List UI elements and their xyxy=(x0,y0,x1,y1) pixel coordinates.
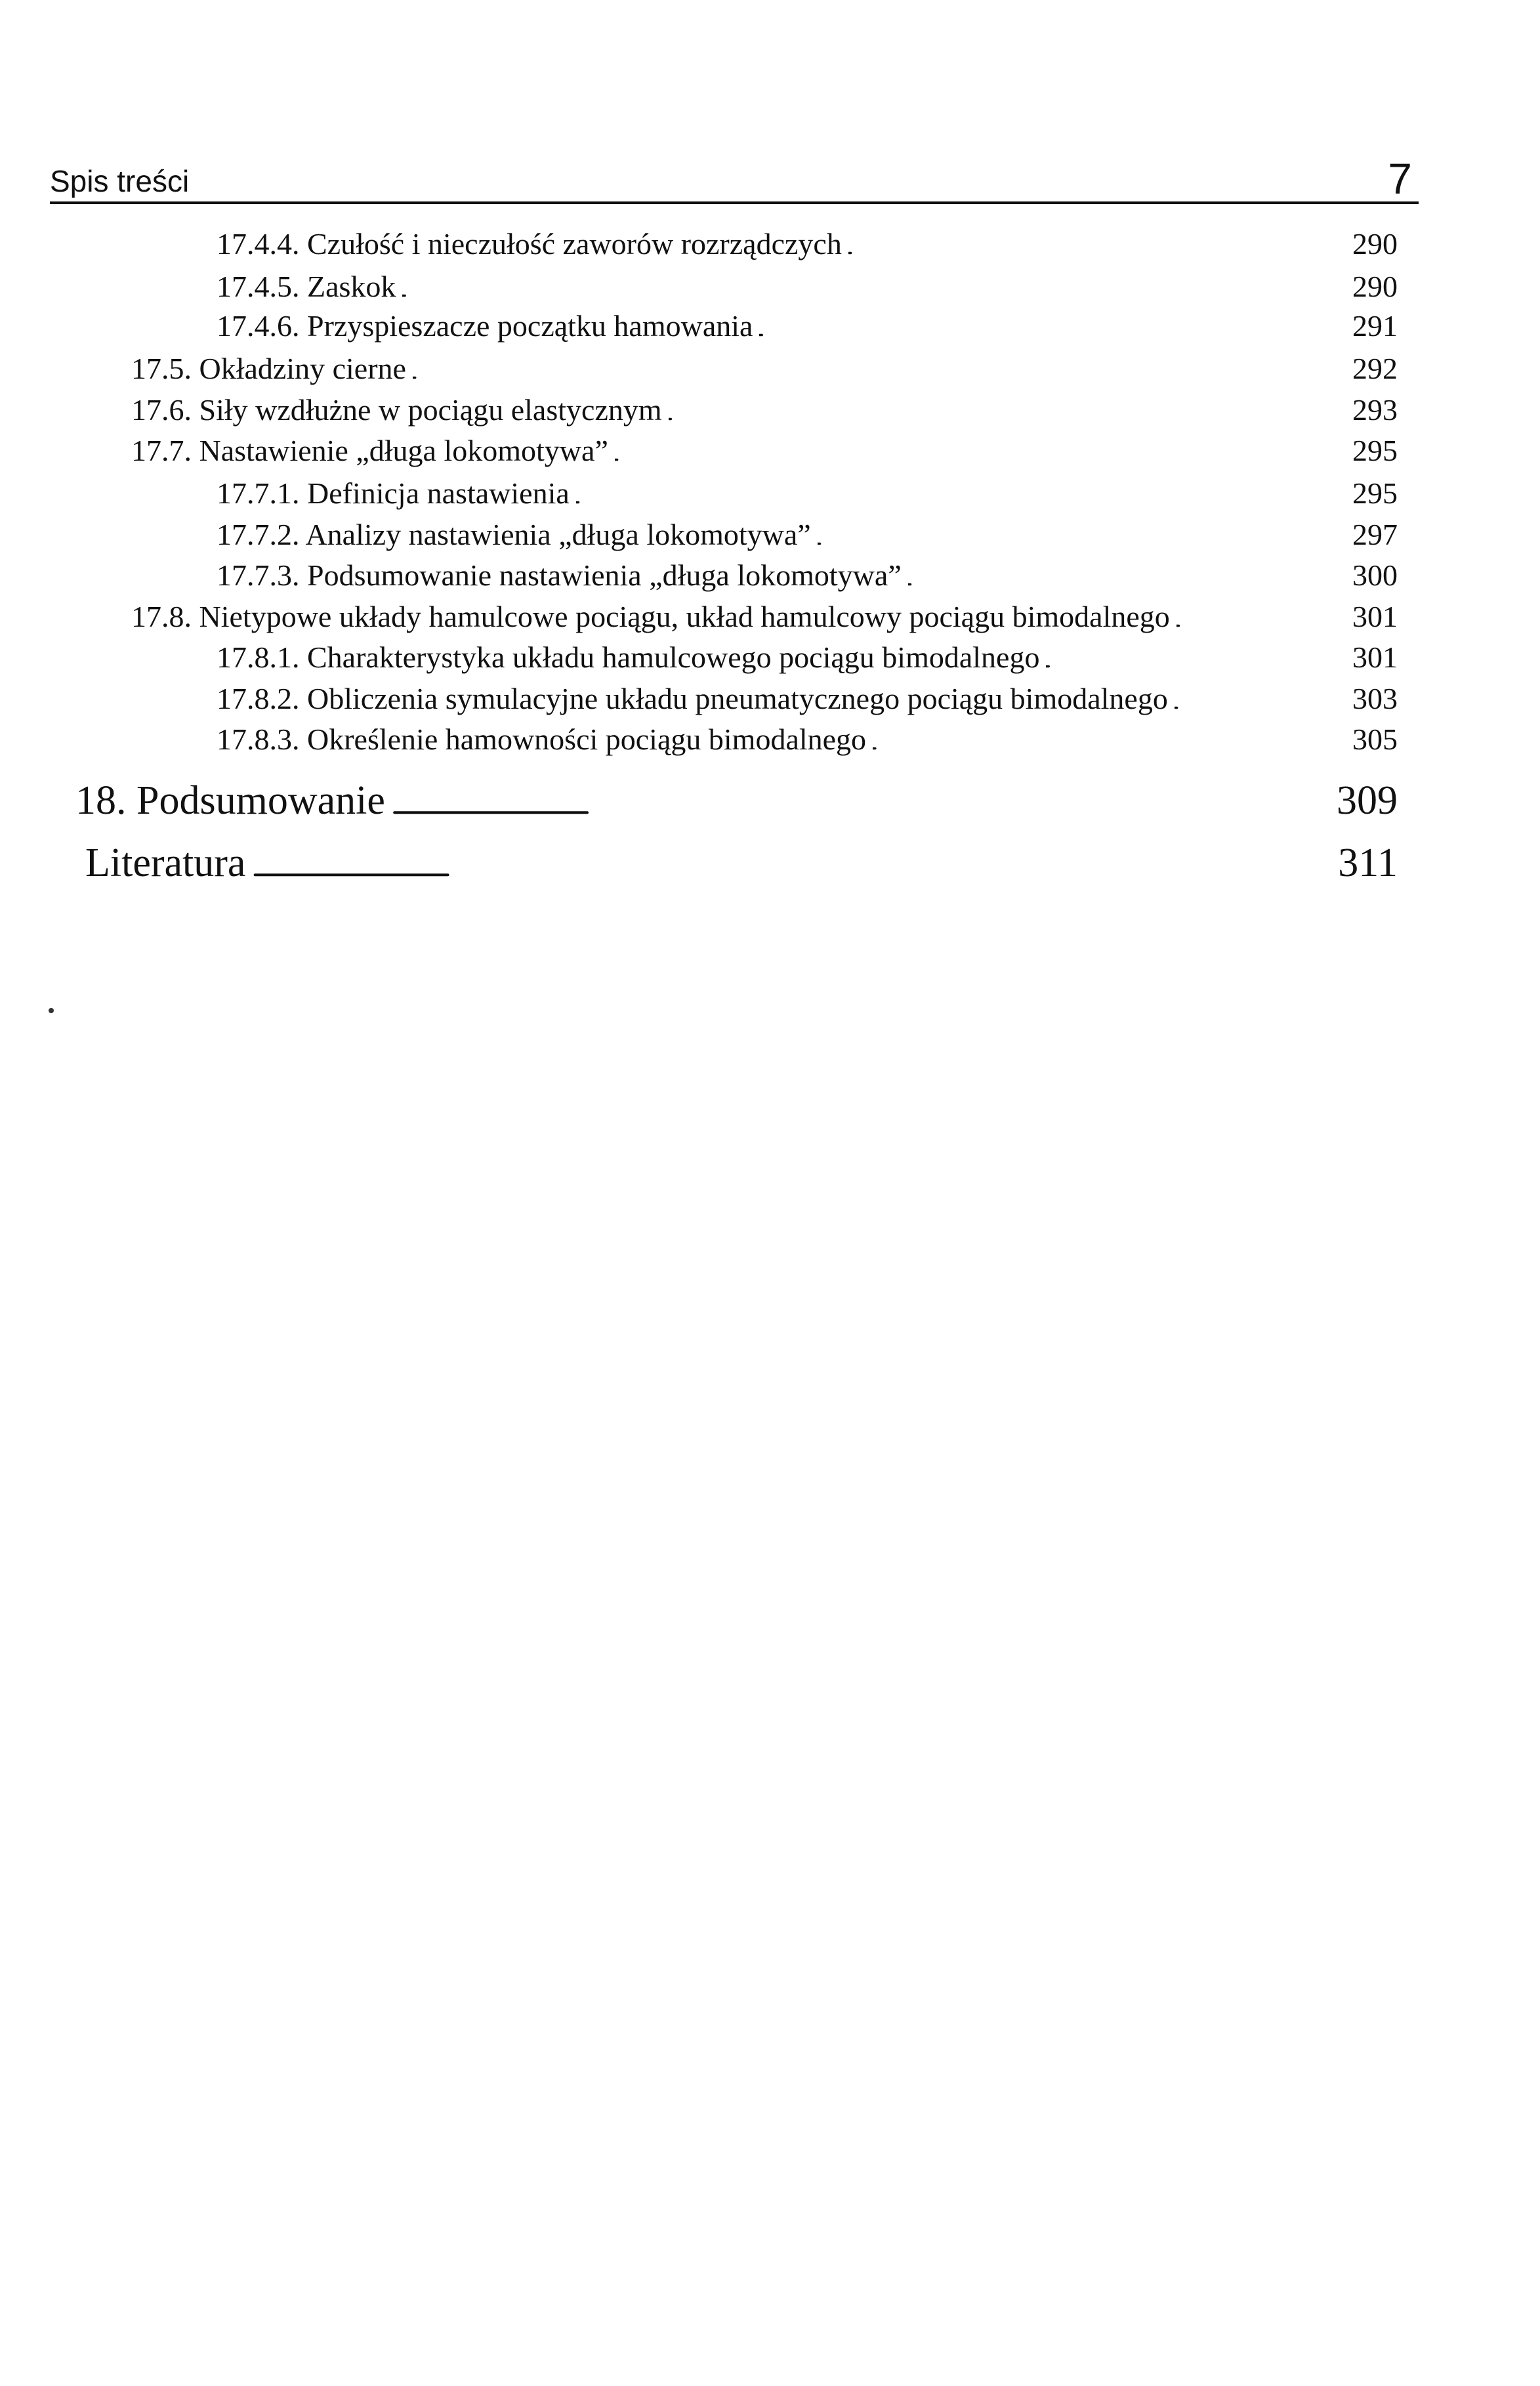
toc-entry-label: 17.4.4. Czułość i nieczułość zaworów rozrządczych xyxy=(217,227,842,261)
scan-speck xyxy=(49,1008,54,1013)
toc-entry-label: 17.8.1. Charakterystyka układu hamulcowego pociągu bimodalnego xyxy=(217,640,1040,674)
page-header xyxy=(50,141,1419,204)
toc-entry xyxy=(217,517,1398,556)
toc-entry xyxy=(217,722,1398,761)
toc-entry-label: 17.7. Nastawienie „długa lokomotywa” xyxy=(131,434,608,467)
toc-entry-page: 309 xyxy=(1337,778,1398,823)
toc-entry-label: 17.8. Nietypowe układy hamulcowe pociągu, układ hamulcowy pociągu bimodalnego xyxy=(131,600,1170,633)
toc-entry xyxy=(131,433,1398,472)
toc-leader-dots xyxy=(759,308,1340,343)
toc-leader-dots xyxy=(392,778,1320,824)
toc-leader-dots xyxy=(252,840,1320,887)
toc-entry xyxy=(217,308,1398,348)
toc-entry-label: 17.6. Siły wzdłużne w pociągu elastycznym xyxy=(131,393,662,427)
toc-leader-dots xyxy=(848,226,1340,261)
toc-entry-page: 293 xyxy=(1352,393,1398,427)
toc-entry-label: 17.8.3. Określenie hamowności pociągu bimodalnego xyxy=(217,722,867,756)
toc-entry-label: 17.7.1. Definicja nastawienia xyxy=(217,476,570,510)
toc-chapter-entry xyxy=(85,840,1398,892)
toc-entry-page: 290 xyxy=(1352,227,1398,261)
toc-entry xyxy=(217,269,1398,308)
toc-chapter-entry xyxy=(75,778,1398,830)
toc-leader-dots xyxy=(818,517,1340,552)
header-title: Spis treści xyxy=(50,164,190,198)
toc-leader-dots xyxy=(413,351,1340,386)
toc-entry-label: 18. Podsumowanie xyxy=(75,778,385,823)
toc-entry-label: 17.7.2. Analizy nastawienia „długa lokomotywa” xyxy=(217,518,811,551)
toc-entry-label: 17.4.5. Zaskok xyxy=(217,270,396,303)
toc-leader-dots xyxy=(669,392,1340,427)
toc-entry-page: 311 xyxy=(1338,841,1398,885)
toc-entry-label: 17.4.6. Przyspieszacze początku hamowania xyxy=(217,309,753,343)
toc-entry-label: 17.8.2. Obliczenia symulacyjne układu pneumatycznego pociągu bimodalnego xyxy=(217,682,1168,715)
toc-entry-page: 301 xyxy=(1352,640,1398,674)
toc-entry xyxy=(217,681,1398,721)
toc-entry xyxy=(131,392,1398,432)
toc-entry-page: 305 xyxy=(1352,722,1398,756)
toc-entry-page: 292 xyxy=(1352,352,1398,385)
toc-entry-label: 17.5. Okładziny cierne xyxy=(131,352,406,385)
toc-entry xyxy=(217,226,1398,266)
toc-entry-page: 291 xyxy=(1352,309,1398,343)
toc-leader-dots xyxy=(908,558,1340,593)
header-page-number: 7 xyxy=(1388,154,1412,203)
toc-entry-page: 295 xyxy=(1352,434,1398,467)
toc-entry-label: 17.7.3. Podsumowanie nastawienia „długa lokomotywa” xyxy=(217,558,902,592)
toc-entry-label: Literatura xyxy=(85,841,246,885)
toc-leader-dots xyxy=(1175,681,1340,716)
toc-leader-dots xyxy=(576,476,1340,511)
toc-leader-dots xyxy=(1046,640,1340,675)
toc-entry xyxy=(131,351,1398,390)
toc-entry-page: 297 xyxy=(1352,518,1398,551)
toc-entry xyxy=(217,640,1398,679)
toc-entry-page: 300 xyxy=(1352,558,1398,592)
toc-entry-page: 290 xyxy=(1352,270,1398,303)
toc-entry xyxy=(217,476,1398,515)
toc-leader-dots xyxy=(615,433,1340,468)
toc-entry-page: 303 xyxy=(1352,682,1398,715)
toc-entry-page: 301 xyxy=(1352,600,1398,633)
toc-leader-dots xyxy=(402,269,1340,304)
toc-entry xyxy=(217,558,1398,597)
toc-entry-page: 295 xyxy=(1352,476,1398,510)
toc-leader-dots xyxy=(873,722,1340,757)
toc-leader-dots xyxy=(1176,599,1340,634)
toc-entry xyxy=(131,599,1398,638)
